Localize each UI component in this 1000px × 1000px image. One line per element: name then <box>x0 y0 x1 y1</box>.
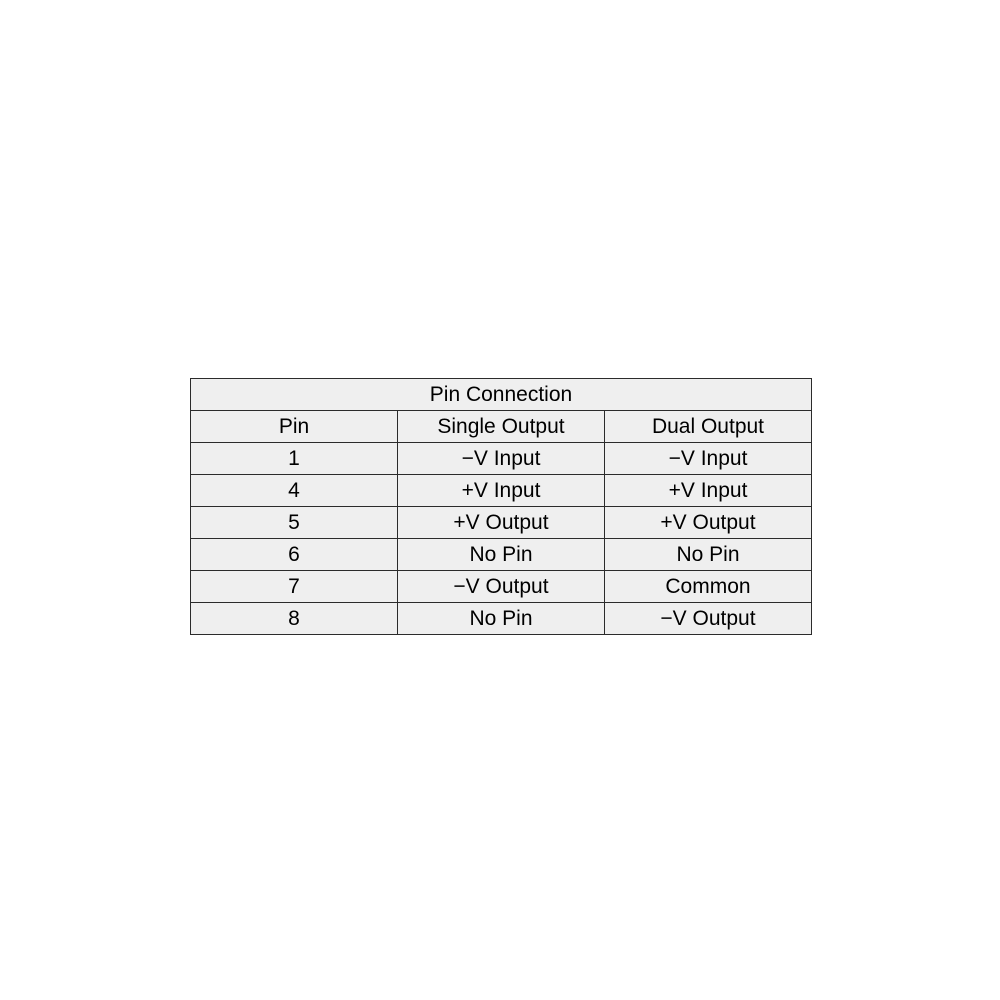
table-row <box>191 475 812 507</box>
cell-single-output: No Pin <box>398 539 605 571</box>
cell-pin: 7 <box>191 571 398 603</box>
cell-pin: 4 <box>191 475 398 507</box>
table-row <box>191 603 812 635</box>
cell-single-output: +V Input <box>398 475 605 507</box>
column-header-dual-output: Dual Output <box>605 411 812 443</box>
pin-connection-table <box>190 378 812 635</box>
column-header-single-output: Single Output <box>398 411 605 443</box>
cell-single-output: −V Output <box>398 571 605 603</box>
table-row <box>191 443 812 475</box>
table-row <box>191 539 812 571</box>
cell-dual-output: No Pin <box>605 539 812 571</box>
cell-pin: 6 <box>191 539 398 571</box>
column-header-pin: Pin <box>191 411 398 443</box>
cell-dual-output: −V Output <box>605 603 812 635</box>
cell-dual-output: Common <box>605 571 812 603</box>
cell-dual-output: +V Output <box>605 507 812 539</box>
cell-dual-output: +V Input <box>605 475 812 507</box>
cell-pin: 1 <box>191 443 398 475</box>
cell-dual-output: −V Input <box>605 443 812 475</box>
cell-single-output: +V Output <box>398 507 605 539</box>
table-title: Pin Connection <box>191 379 812 411</box>
table-row <box>191 507 812 539</box>
table-header-row <box>191 411 812 443</box>
cell-single-output: No Pin <box>398 603 605 635</box>
cell-pin: 5 <box>191 507 398 539</box>
cell-pin: 8 <box>191 603 398 635</box>
table-title-row <box>191 379 812 411</box>
table-row <box>191 571 812 603</box>
pin-connection-table-container <box>190 378 812 635</box>
cell-single-output: −V Input <box>398 443 605 475</box>
